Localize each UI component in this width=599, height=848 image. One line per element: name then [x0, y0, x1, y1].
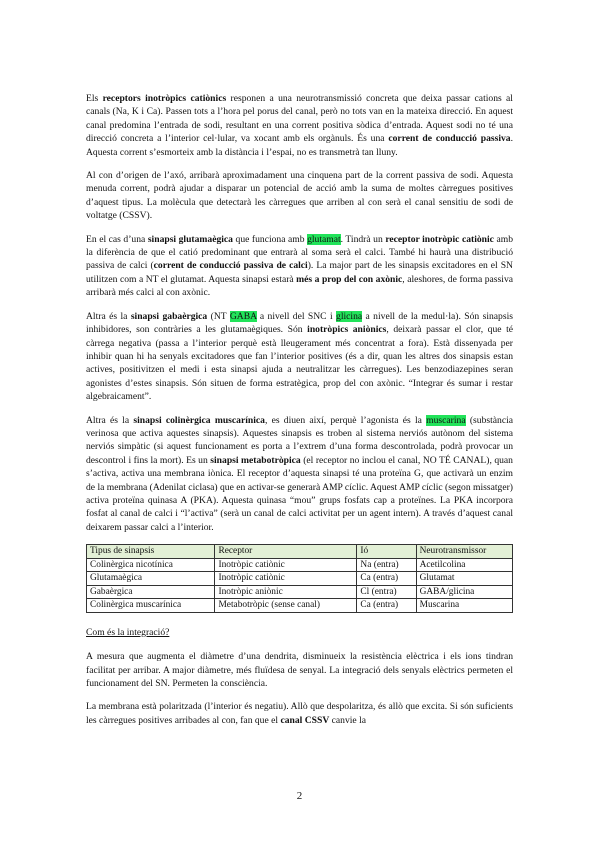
bold-term: receptor inotròpic catiònic: [385, 233, 494, 245]
table-header-cell: Receptor: [215, 545, 357, 559]
text: a nivell del SNC i: [256, 310, 337, 322]
text: (el receptor no inclou el canal, NO TÉ CANAL), quan s’activa, activa una membrana iònica. El receptor d’aquesta sinapsi té una proteïna G, que activarà un enzim de la membrana (Adenilat ciclasa) que en activar-se generarà AMP cíclic. Aquest AMP cíclic (segon missatger) activa proteïna quinasa A (PKA). Aquesta quinasa “mou” grups fosfats cap a proteïnes. La PKA incorpora fosfat al canal de calci i “l’activa” (serà un canal de calci activitat per un agent intern). A través d’aquest canal deixarem passar calci a l’interior.: [86, 454, 513, 533]
text: que funciona amb: [232, 233, 308, 245]
paragraph-gabaergic: [86, 310, 513, 404]
table-header-cell: Ió: [357, 545, 416, 559]
table-cell: Glutamaègica: [87, 572, 215, 586]
highlighted-term: glicina: [336, 310, 363, 322]
table-header-cell: Tipus de sinapsis: [87, 545, 215, 559]
text: (substància verinosa que activa aquestes sinapsis). Aquestes sinapsis es troben al sistema nerviós autònom del sistema nerviós simpàtic (si aquest funcionament es porta a l’extrem d’una forma descontrolada, podrà provocar un descontrol i fins la mort). Es un: [86, 414, 514, 466]
table-cell: Inotròpic aniònic: [215, 585, 357, 599]
highlighted-term: muscarina: [426, 414, 466, 426]
highlighted-term: glutamat: [307, 233, 341, 245]
table-header-row: [87, 545, 513, 559]
text: Els: [86, 93, 103, 104]
table-cell: Ca (entra): [357, 572, 416, 586]
table-row: [87, 558, 513, 572]
table-cell: Inotròpic catiònic: [215, 572, 357, 586]
bold-term: corrent de conducció passiva de calci: [153, 260, 308, 272]
text: , aleshores, de forma passiva arribarà més calci al con axònic.: [86, 273, 513, 299]
bold-term: sinapsi metabotròpica: [210, 454, 301, 466]
table-cell: Colinèrgica nicotínica: [87, 558, 215, 572]
table-row: [87, 599, 513, 613]
table-cell: Colinèrgica muscarínica: [87, 599, 215, 613]
section-title: Com és la integració?: [86, 626, 170, 638]
table-cell: GABA/glicina: [416, 585, 512, 599]
document-page: [86, 92, 513, 737]
table-cell: Gabaèrgica: [87, 585, 215, 599]
table-cell: Ca (entra): [357, 599, 416, 613]
paragraph-membrane-polarization: [86, 700, 513, 727]
table-header-cell: Neurotransmissor: [416, 545, 512, 559]
table-cell: Muscarina: [416, 599, 512, 613]
text: , es diuen així, perquè l’agonista és la: [264, 414, 427, 426]
paragraph-muscarinic: [86, 414, 513, 535]
highlighted-term: GABA: [229, 310, 257, 322]
text: . Tindrà un: [340, 233, 386, 245]
text: amb la diferència de que el catió predominant que entrarà al soma serà el calci. També hi haurà una distribució passiva de calci (: [86, 233, 513, 272]
text: Altra és la: [86, 414, 134, 426]
table-cell: Glutamat: [416, 572, 512, 586]
synapse-types-table: [86, 544, 513, 613]
bold-term: sinapsi colinèrgica muscarínica: [133, 414, 265, 426]
text: , deixarà passar el clor, que té càrrega negativa (passa a l’interior perquè està lleugerament més concentrat a fora). Està dissenyada per inhibir quan hi ha senyals excitadores que fan l’interior positives (és a dir, quan les altres dos sinapsis estan actives, positivitzen el medi i esta sinapsi ajuda a neutralitzar les càrregues). Les benzodiazepines seran agonistes d’estes sinapsis. Són situen de forma estratègica, prop del con axònic. “Integrar és sumar i restar algebraicament”.: [86, 324, 513, 403]
bold-term: sinapsi gabaèrgica: [130, 310, 208, 322]
text: (NT: [207, 310, 230, 322]
paragraph-axon-hillock: Al con d’origen de l’axó, arribarà aproximadament una cinquena part de la corrent passiva de sodi. Aquesta menuda corrent, podrà ajudar a disparar un potencial de acció amb la suma de moltes càrregues positives d’aquest tipus. La molècula que detectarà les càrregues que arriben al con serà el canal sensitiu de sodi de voltatge (CSSV).: [86, 170, 513, 222]
bold-term: canal CSSV: [280, 714, 330, 726]
table-cell: Acetilcolina: [416, 558, 512, 572]
bold-term: receptors inotròpics catiònics: [102, 93, 227, 104]
text: . Aquesta corrent s’esmorteix amb la distància i l’espai, no es transmetrà tan lluny.: [86, 133, 513, 158]
table-cell: Metabotròpic (sense canal): [215, 599, 357, 613]
table-row: [87, 585, 513, 599]
table-cell: Na (entra): [357, 558, 416, 572]
table-cell: Cl (entra): [357, 585, 416, 599]
bold-term: sinapsi glutamaègica: [147, 233, 233, 245]
table-cell: Inotròpic catiònic: [215, 558, 357, 572]
bold-term: més a prop del con axònic: [296, 273, 403, 285]
page-number: 2: [296, 790, 303, 802]
text: En el cas d’una: [86, 233, 148, 245]
bold-term: corrent de conducció passiva: [388, 133, 511, 145]
table-row: [87, 572, 513, 586]
text: canvie la: [329, 714, 367, 726]
text: La membrana està polaritzada (l’interior és negatiu). Allò que despolaritza, és allò que excita. Si són suficients les càrregues positives arribades al con, fan que el: [86, 701, 513, 726]
text: Altra és la: [86, 310, 131, 322]
paragraph-ionotropic-cationic: [86, 92, 513, 159]
text: a nivell de la medul·la). Són sinapsis inhibidores, son contràries a les glutamaègiques. Són: [86, 310, 513, 336]
text: responen a una neurotransmissió concreta que deixa passar cations al canals (Na, K i Ca). Passen tots a l’hora pel porus del canal, però no tots van en la mateixa direcció. En aquest canal predomina l’entrada de sodi, resultant en una corrent positiva sòdica d’entrada. Aquest sodi no té una direcció concreta a l’interior cel·lular, va xocant amb els orgànuls. És una: [86, 93, 513, 145]
paragraph-dendrite-diameter: A mesura que augmenta el diàmetre d’una dendrita, disminueix la resistència elèctrica i els ions tindran facilitat per arribar. A major diàmetre, més fluïdesa de senyal. La integració dels senyals elèctrics permeten el funcionament del SN. Permeten la consciència.: [86, 651, 513, 689]
bold-term: inotròpics aniònics: [307, 324, 387, 336]
text: ). La major part de les sinapsis excitadores en el SN utilitzen com a NT el glutamat. Aquesta sinapsi estarà: [86, 260, 513, 285]
paragraph-glutamatergic: [86, 233, 513, 300]
